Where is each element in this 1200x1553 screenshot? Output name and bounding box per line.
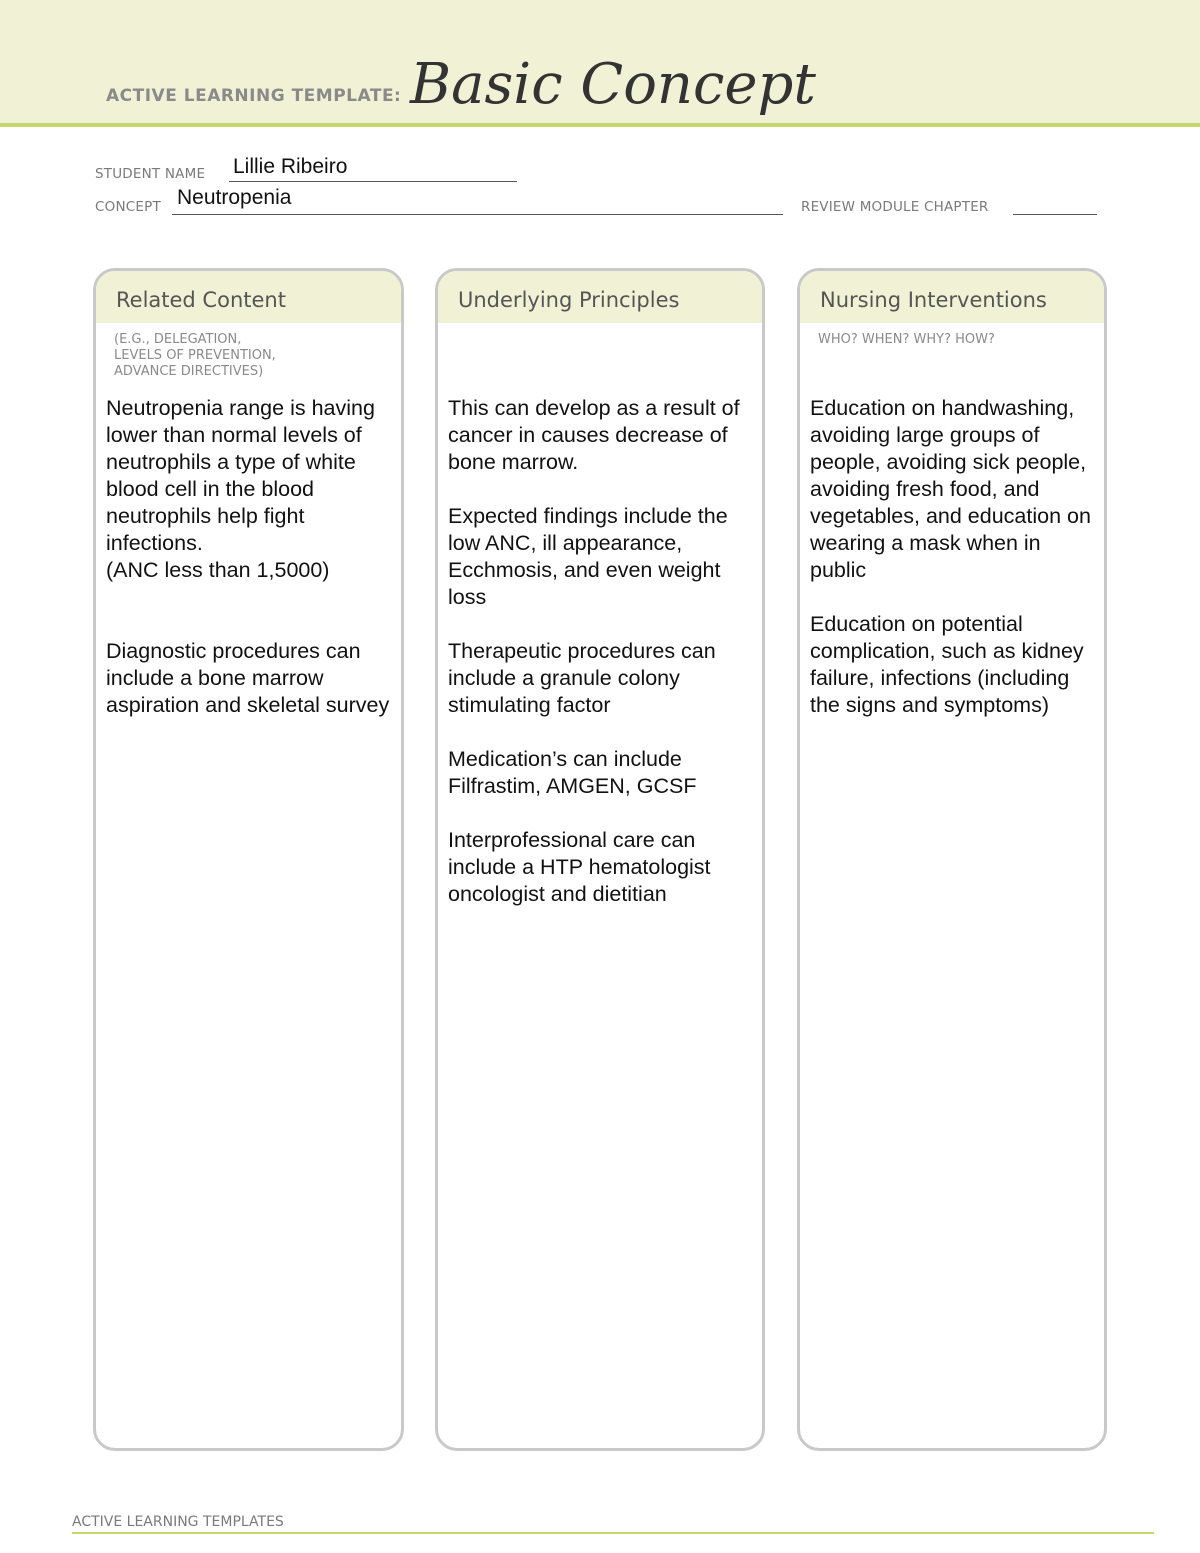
principles-paragraph: Expected findings include the low ANC, ill appearance, Ecchmosis, and even weight loss [448, 504, 728, 609]
underlying-principles-title: Underlying Principles [458, 288, 680, 312]
header-divider [0, 123, 1200, 127]
student-name-label: STUDENT NAME [95, 166, 206, 182]
footer-label: ACTIVE LEARNING TEMPLATES [72, 1514, 284, 1530]
principles-paragraph: Therapeutic procedures can include a granule colony stimulating factor [448, 639, 716, 717]
nursing-interventions-card [797, 268, 1107, 1451]
related-content-body[interactable] [106, 395, 393, 746]
concept-label: CONCEPT [95, 199, 161, 215]
concept-field[interactable]: Neutropenia [177, 186, 292, 209]
interventions-paragraph: Education on potential complication, such as kidney failure, infections (including the signs and symptoms) [810, 612, 1084, 717]
nursing-interventions-title: Nursing Interventions [820, 288, 1047, 312]
student-name-line [229, 181, 517, 182]
related-content-title: Related Content [116, 288, 286, 312]
review-module-line [1013, 214, 1097, 215]
template-label: ACTIVE LEARNING TEMPLATE: [106, 86, 402, 106]
review-module-label: REVIEW MODULE CHAPTER [801, 199, 989, 215]
nursing-interventions-body[interactable] [810, 395, 1096, 746]
related-content-subtitle: (E.G., DELEGATION, LEVELS OF PREVENTION, ADVANCE DIRECTIVES) [114, 332, 276, 379]
underlying-principles-card [435, 268, 765, 1451]
underlying-principles-body[interactable] [448, 395, 754, 935]
interventions-paragraph: Education on handwashing, avoiding large groups of people, avoiding sick people, avoiding fresh food, and vegetables, and education on wearing a mask when in public [810, 396, 1091, 582]
principles-paragraph: This can develop as a result of cancer in causes decrease of bone marrow. [448, 396, 740, 474]
related-paragraph: Diagnostic procedures can include a bone marrow aspiration and skeletal survey [106, 639, 390, 717]
template-title: Basic Concept [410, 52, 816, 117]
student-name-field[interactable]: Lillie Ribeiro [233, 155, 348, 178]
footer-divider [72, 1532, 1154, 1534]
concept-line [172, 214, 783, 215]
related-paragraph: Neutropenia range is having lower than normal levels of neutrophils a type of white blood cell in the blood neutrophils help fight infections. (ANC less than 1,5000) [106, 396, 375, 582]
nursing-interventions-subtitle: WHO? WHEN? WHY? HOW? [818, 332, 995, 347]
principles-paragraph: Interprofessional care can include a HTP hematologist oncologist and dietitian [448, 828, 711, 906]
principles-paragraph: Medication’s can include Filfrastim, AMGEN, GCSF [448, 747, 697, 798]
related-content-card [93, 268, 404, 1451]
